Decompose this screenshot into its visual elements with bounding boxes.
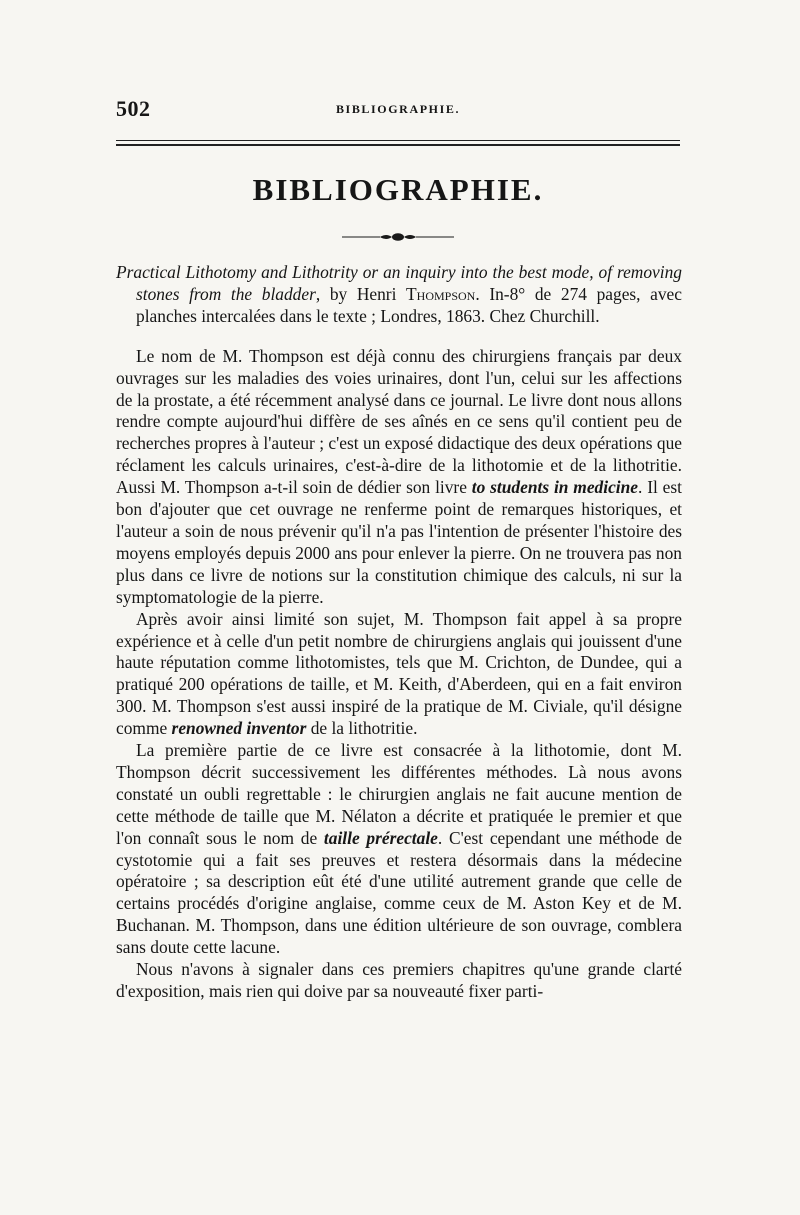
paragraph-3 [116, 740, 682, 959]
article-body [116, 262, 682, 1003]
paragraph-1-text-b: . Il est bon d'ajouter que cet ouvrage ne renferme point de remarques historiques, et l'auteur a soin de nous prévenir qu'il n'a pas l'intention de présenter l'histoire des moyens employés depuis 2000 ans pour enlever la pierre. On ne trouvera pas non plus dans ce livre de notions sur la constitution chimique des calculs, ni sur la symptomatologie de la pierre. [116, 477, 683, 607]
book-author: Thompson [406, 283, 476, 304]
paragraph-1-text-a: Le nom de M. Thompson est déjà connu des chirurgiens français par deux ouvrages sur les maladies des voies urinaires, dont l'un, celui sur les affections de la prostate, a été récemment analysé dans ce journal. Le livre dont nous allons rendre compte aujourd'hui diffère de ses aînés en ce sens qu'il contient peu de recherches propres à l'auteur ; c'est un exposé didactique des deux opérations que réclament les calculs urinaires, c'est-à-dire de la lithotomie et de la lithotritie. Aussi M. Thompson a-t-il soin de dédier son livre [116, 345, 682, 498]
paragraph-2-text-a: Après avoir ainsi limité son sujet, M. Thompson fait appel à sa propre expérience et à celle d'un petit nombre de chirurgiens anglais qui jouissent d'une haute réputation comme lithotomistes, tels que M. Crichton, de Dundee, qui a pratiqué 200 opérations de taille, et M. Keith, d'Aberdeen, qui en a fait environ 300. M. Thompson s'est aussi inspiré de la pratique de M. Civiale, qu'il désigne comme [116, 608, 682, 739]
fleuron-ornament-icon [340, 228, 456, 246]
paragraph-3-text-b: . C'est cependant une méthode de cystotomie qui a fait ses preuves et restera désormais dans la médecine opératoire ; sa description eût été d'une utilité autrement grande que celle de certains procédés d'origine anglaise, comme ceux de M. Aston Key et de M. Buchanan. M. Thompson, dans une édition ultérieure de son ouvrage, comblera sans doute cette lacune. [116, 827, 682, 958]
paragraph-3-text-a: La première partie de ce livre est consacrée à la lithotomie, dont M. Thompson décrit successivement les différentes méthodes. Là nous avons constaté un oubli regrettable : le chirurgien anglais ne fait aucune mention de cette méthode de taille que M. Nélaton a décrite et pratiquée le premier et que l'on connaît sous le nom de [116, 740, 682, 848]
page-number: 502 [116, 96, 151, 121]
paragraph-1-italic: to students in medicine [471, 477, 639, 498]
paragraph-3-italic: taille prérectale [323, 827, 438, 848]
running-head [116, 96, 680, 126]
book-details: . In-8° de 274 pages, avec planches intercalées dans le texte ; Londres, 1863. Chez Churchill. [136, 283, 682, 326]
paragraph-2-text-b: de la lithotritie. [306, 718, 418, 739]
paragraph-4: Nous n'avons à signaler dans ces premiers chapitres qu'une grande clarté d'exposition, mais rien qui doive par sa nouveauté fixer parti- [116, 959, 682, 1001]
header-double-rule [116, 140, 680, 146]
section-title: BIBLIOGRAPHIE. [252, 172, 544, 207]
paragraph-2 [116, 609, 682, 740]
entry-by: , by Henri [315, 283, 407, 304]
running-title: BIBLIOGRAPHIE. [335, 102, 461, 116]
bibliographic-entry [116, 262, 682, 328]
paragraph-2-italic: renowned inventor [171, 718, 307, 739]
paragraph-1 [116, 346, 682, 609]
book-title: Practical Lithotomy and Lithotrity or an inquiry into the best mode, of removing stones from the bladder [116, 262, 682, 304]
